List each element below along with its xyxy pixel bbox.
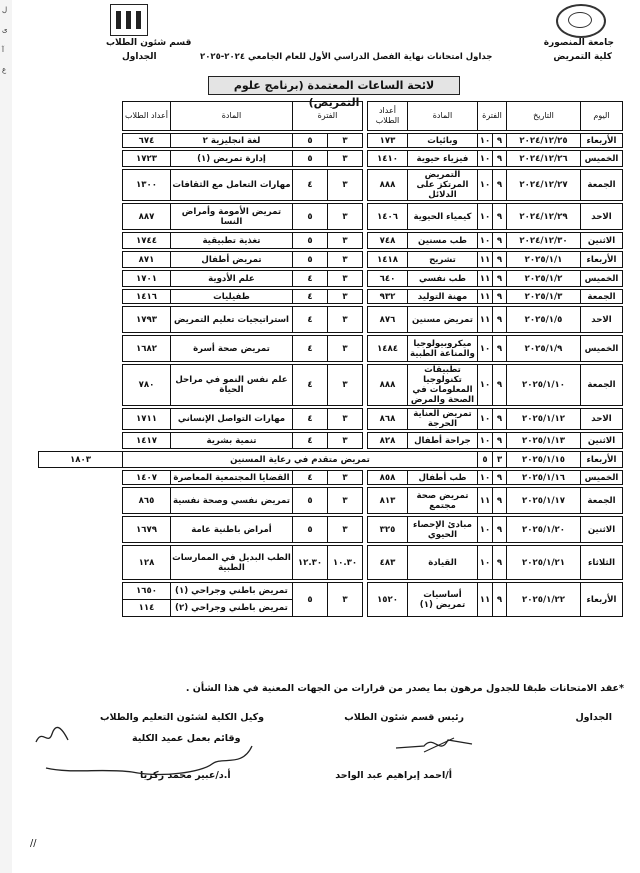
vice-dean-title: وكيل الكلية لشئون التعليم والطلاب — [100, 712, 265, 723]
subject-2-cell: القضايا المجتمعية المعاصرة — [170, 471, 292, 485]
period-2-end-cell: ١٢.٣٠ — [292, 546, 327, 580]
day-cell: الخميس — [581, 336, 623, 362]
students-count-cell: ٨٨٨ — [367, 170, 407, 201]
period-end-cell: ١٠ — [477, 409, 492, 430]
students-count-2-cell: ١٧٩٣ — [122, 307, 170, 333]
day-cell: الجمعة — [581, 290, 623, 304]
period-2-end-cell: ٤ — [292, 336, 327, 362]
period-end-cell: ١١ — [477, 583, 492, 617]
period-2-end-cell: ٤ — [292, 271, 327, 287]
period-2-end-cell: ٤ — [292, 307, 327, 333]
date-cell: ٢٠٢٥/١/١٣ — [507, 433, 581, 449]
table-row — [39, 271, 623, 287]
date-cell: ٢٠٢٥/١/٥ — [507, 307, 581, 333]
students-count-2-cell: ٧٨٠ — [122, 365, 170, 406]
table-row — [39, 307, 623, 333]
period-end-cell: ١٠ — [477, 170, 492, 201]
column-spacer — [362, 252, 367, 268]
subject-2-cell: علم الأدوية — [170, 271, 292, 287]
exam-schedule-page — [22, 0, 634, 873]
day-cell: الأربعاء — [581, 134, 623, 148]
day-cell: الأربعاء — [581, 452, 623, 468]
students-count-2-cell: ١٨٠٣ — [39, 452, 123, 468]
column-spacer — [362, 336, 367, 362]
table-row — [39, 151, 623, 167]
date-cell: ٢٠٢٤/١٢/٢٩ — [507, 204, 581, 230]
table-row — [39, 546, 623, 580]
period-end-cell: ١٠ — [477, 134, 492, 148]
period-start-cell: ٣ — [493, 452, 507, 468]
period-2-end-cell: ٥ — [292, 233, 327, 249]
subject-cell: طب مسنين — [407, 233, 477, 249]
table-row — [39, 471, 623, 485]
head-title: رئيس قسم شئون الطلاب — [344, 712, 464, 723]
col-header-period: الفترة — [477, 102, 506, 131]
subject-cell: طب أطفال — [407, 471, 477, 485]
day-cell: الخميس — [581, 151, 623, 167]
day-cell: الجمعة — [581, 488, 623, 514]
period-start-cell: ٩ — [493, 170, 507, 201]
column-spacer — [362, 546, 367, 580]
period-end-cell: ١٠ — [477, 151, 492, 167]
date-cell: ٢٠٢٥/١/٢ — [507, 271, 581, 287]
period-2-start-cell: ٣ — [327, 583, 362, 617]
subject-cell: طب نفسي — [407, 271, 477, 287]
students-count-cell: ١٧٣ — [367, 134, 407, 148]
students-count-cell: ١٤١٠ — [367, 151, 407, 167]
subject-2-cell: تمريض الأمومة وأمراض النسا — [170, 204, 292, 230]
students-count-2-cell: ١٧٠١ — [122, 271, 170, 287]
period-end-cell: ١٠ — [477, 204, 492, 230]
subject-2-cell: تمريض أطفال — [170, 252, 292, 268]
period-start-cell: ٩ — [493, 583, 507, 617]
column-spacer — [362, 134, 367, 148]
subject-cell: تمريض العناية الحرجة — [407, 409, 477, 430]
column-spacer — [362, 151, 367, 167]
date-cell: ٢٠٢٤/١٢/٢٧ — [507, 170, 581, 201]
period-start-cell: ٩ — [493, 134, 507, 148]
subject-cell: التمريض المرتكز على الدلائل — [407, 170, 477, 201]
period-start-cell: ٩ — [493, 233, 507, 249]
period-start-cell: ٩ — [493, 409, 507, 430]
table-body — [39, 131, 623, 617]
students-count-2-cell: ١٤١٦ — [122, 290, 170, 304]
table-row — [39, 233, 623, 249]
period-2-start-cell: ٣ — [327, 233, 362, 249]
date-cell: ٢٠٢٥/١/١٧ — [507, 488, 581, 514]
date-cell: ٢٠٢٥/١/١٥ — [507, 452, 581, 468]
period-2-start-cell: ٣ — [327, 134, 362, 148]
table-row — [39, 365, 623, 406]
subject-2-cell: مهارات التواصل الإنساني — [170, 409, 292, 430]
subject-2-cell: تمريض نفسي وصحة نفسية — [170, 488, 292, 514]
period-2-end-cell: ٥ — [292, 517, 327, 543]
edge-mark: ع — [2, 66, 7, 74]
students-count-2-cell: ١٦٧٩ — [122, 517, 170, 543]
column-spacer — [362, 433, 367, 449]
date-cell: ٢٠٢٥/١/٢١ — [507, 546, 581, 580]
dept-unit: الجداول — [122, 52, 157, 62]
period-start-cell: ٩ — [493, 290, 507, 304]
period-2-end-cell: ٥ — [292, 583, 327, 617]
col-header-date: التاريخ — [507, 102, 581, 131]
table-row — [39, 433, 623, 449]
student-affairs-logo — [110, 4, 148, 36]
date-cell: ٢٠٢٤/١٢/٢٦ — [507, 151, 581, 167]
table-row — [39, 409, 623, 430]
date-cell: ٢٠٢٥/١/٢٠ — [507, 517, 581, 543]
exam-schedule-table — [38, 101, 623, 617]
column-spacer — [362, 583, 367, 617]
column-spacer — [362, 307, 367, 333]
day-cell: الثلاثاء — [581, 546, 623, 580]
period-start-cell: ٩ — [493, 307, 507, 333]
tables-office-label: الجداول — [575, 712, 612, 723]
subject-cell: فيزياء حيوية — [407, 151, 477, 167]
period-end-cell: ١١ — [477, 307, 492, 333]
subject-2-cell: تنمية بشرية — [170, 433, 292, 449]
period-start-cell: ٩ — [493, 365, 507, 406]
dept-name: قسم شئون الطلاب — [106, 38, 192, 48]
table-header-row — [39, 102, 623, 131]
table-row — [39, 252, 623, 268]
column-spacer — [362, 204, 367, 230]
subject-cell: كيمياء الحيوية — [407, 204, 477, 230]
students-count-cell: ٩٣٢ — [367, 290, 407, 304]
period-2-end-cell: ٥ — [292, 134, 327, 148]
subject-cell: تمريض صحة مجتمع — [407, 488, 477, 514]
students-count-cell: ١٤١٨ — [367, 252, 407, 268]
period-2-start-cell: ٣ — [327, 252, 362, 268]
subject-2-cell: علم نفس النمو في مراحل الحياة — [170, 365, 292, 406]
students-count-2-cell: ١٤٠٧ — [122, 471, 170, 485]
table-row — [39, 290, 623, 304]
students-count-2-cell: ١٢٨ — [122, 546, 170, 580]
students-count-2-cell: ٦٧٤ — [122, 134, 170, 148]
day-cell: الاحد — [581, 204, 623, 230]
day-cell: الاثنين — [581, 233, 623, 249]
subject-cell: ميكروبيولوجيا والمناعة الطبية — [407, 336, 477, 362]
table-row — [39, 488, 623, 514]
column-spacer — [362, 517, 367, 543]
day-cell: الاثنين — [581, 517, 623, 543]
table-row — [39, 517, 623, 543]
students-count-cell: ٨٦٨ — [367, 409, 407, 430]
period-2-start-cell: ٣ — [327, 290, 362, 304]
period-2-start-cell: ٣ — [327, 204, 362, 230]
column-spacer — [362, 271, 367, 287]
period-end-cell: ١٠ — [477, 517, 492, 543]
day-cell: الأربعاء — [581, 252, 623, 268]
table-row — [39, 452, 623, 468]
students-count-cell: ٧٤٨ — [367, 233, 407, 249]
students-count-2-cell: ١٣٠٠ — [122, 170, 170, 201]
column-spacer — [362, 102, 367, 131]
period-2-start-cell: ٣ — [327, 151, 362, 167]
edge-mark: ل — [2, 6, 8, 14]
period-2-end-cell: ٤ — [292, 290, 327, 304]
period-2-end-cell: ٤ — [292, 365, 327, 406]
students-count-2-cell: ١٦٥٠ — [122, 583, 170, 600]
students-count-2-cell: ٨٦٥ — [122, 488, 170, 514]
edge-mark: ى — [2, 26, 8, 34]
subject-cell: وبائيات — [407, 134, 477, 148]
exam-schedule-heading: جداول امتحانات نهاية الفصل الدراسي الأول للعام الجامعي ٢٠٢٤-٢٠٢٥ — [200, 52, 493, 62]
acting-dean-title: وقائم بعمل عميد الكلية — [132, 733, 241, 744]
date-cell: ٢٠٢٥/١/١٠ — [507, 365, 581, 406]
subject-2-cell: استراتيجيات تعليم التمريض — [170, 307, 292, 333]
period-2-start-cell: ٣ — [327, 517, 362, 543]
university-seal-logo — [556, 4, 606, 38]
day-cell: الأربعاء — [581, 583, 623, 617]
students-count-2-cell: ١٧١١ — [122, 409, 170, 430]
period-end-cell: ١١ — [477, 488, 492, 514]
period-2-end-cell: ٥ — [292, 151, 327, 167]
subject-2-cell: إدارة تمريض (١) — [170, 151, 292, 167]
day-cell: الخميس — [581, 271, 623, 287]
students-count-cell: ٣٢٥ — [367, 517, 407, 543]
period-start-cell: ٩ — [493, 151, 507, 167]
students-count-cell: ٨٧٦ — [367, 307, 407, 333]
subject-cell: القيادة — [407, 546, 477, 580]
period-end-cell: ١٠ — [477, 336, 492, 362]
period-end-cell: ١١ — [477, 290, 492, 304]
head-name: أ/احمد إبراهيم عبد الواحد — [335, 770, 452, 781]
day-cell: الاثنين — [581, 433, 623, 449]
col-header-students-2: أعداد الطلاب — [122, 102, 170, 131]
head-signature — [394, 726, 474, 762]
program-title: لائحة الساعات المعتمدة (برنامج علوم التمريض) — [208, 76, 460, 95]
disclaimer-note: *عقد الامتحانات طبقا للجدول مرهون بما يصدر من قرارات من الجهات المعنية في هذا الشأن . — [185, 683, 624, 694]
students-count-cell: ٨٥٨ — [367, 471, 407, 485]
period-2-start-cell: ٣ — [327, 307, 362, 333]
date-cell: ٢٠٢٥/١/٢٢ — [507, 583, 581, 617]
period-end-cell: ١١ — [477, 252, 492, 268]
period-end-cell: ١٠ — [477, 365, 492, 406]
date-cell: ٢٠٢٥/١/١٢ — [507, 409, 581, 430]
vice-dean-signature — [42, 738, 262, 782]
period-2-start-cell: ٣ — [327, 336, 362, 362]
column-spacer — [362, 290, 367, 304]
period-2-start-cell: ٣ — [327, 471, 362, 485]
column-spacer — [362, 409, 367, 430]
students-count-2-cell: ١٦٨٢ — [122, 336, 170, 362]
faculty-name: كلية التمريض — [553, 52, 612, 62]
students-count-2-cell: ٨٧١ — [122, 252, 170, 268]
period-2-start-cell: ٣ — [327, 488, 362, 514]
subject-cell: أساسيات تمريض (١) — [407, 583, 477, 617]
period-end-cell: ١١ — [477, 271, 492, 287]
subject-cell: تشريح — [407, 252, 477, 268]
date-cell: ٢٠٢٤/١٢/٢٥ — [507, 134, 581, 148]
vice-dean-name: أ.د/عبير محمد زكريا — [140, 770, 231, 781]
period-start-cell: ٩ — [493, 252, 507, 268]
subject-cell: مهنة التوليد — [407, 290, 477, 304]
column-spacer — [362, 365, 367, 406]
students-count-cell: ٨١٣ — [367, 488, 407, 514]
period-start-cell: ٩ — [493, 433, 507, 449]
students-count-cell: ٦٤٠ — [367, 271, 407, 287]
subject-2-cell: طفيليات — [170, 290, 292, 304]
students-count-2-cell: ١٤١٧ — [122, 433, 170, 449]
subject-cell: تطبيقات تكنولوجيا المعلومات في الصحة والمرض — [407, 365, 477, 406]
subject-cell: مبادئ الإحصاء الحيوي — [407, 517, 477, 543]
period-start-cell: ٩ — [493, 271, 507, 287]
subject-2-cell: أمراض باطنية عامة — [170, 517, 292, 543]
scan-edge — [0, 0, 12, 873]
subject-cell: تمريض مسنين — [407, 307, 477, 333]
period-2-end-cell: ٤ — [292, 471, 327, 485]
students-count-cell: ١٤٨٤ — [367, 336, 407, 362]
day-cell: الاحد — [581, 307, 623, 333]
period-start-cell: ٩ — [493, 546, 507, 580]
period-end-cell: ١٠ — [477, 546, 492, 580]
students-count-2-cell: ١٧٤٤ — [122, 233, 170, 249]
table-row — [39, 170, 623, 201]
period-end-cell: ٥ — [477, 452, 492, 468]
column-spacer — [362, 471, 367, 485]
students-count-cell: ٤٨٣ — [367, 546, 407, 580]
period-2-end-cell: ٤ — [292, 170, 327, 201]
col-header-subject: المادة — [407, 102, 477, 131]
period-2-end-cell: ٤ — [292, 433, 327, 449]
period-2-end-cell: ٥ — [292, 204, 327, 230]
subject-2-cell: تمريض باطني وجراحي (١) — [170, 583, 292, 600]
students-count-2-cell: ٨٨٧ — [122, 204, 170, 230]
students-count-2-cell: ١١٤ — [122, 600, 170, 617]
footer-mark: // — [30, 838, 37, 849]
date-cell: ٢٠٢٥/١/١٦ — [507, 471, 581, 485]
date-cell: ٢٠٢٤/١٢/٣٠ — [507, 233, 581, 249]
period-start-cell: ٩ — [493, 488, 507, 514]
period-2-start-cell: ٣ — [327, 170, 362, 201]
col-header-day: اليوم — [581, 102, 623, 131]
col-header-period-2: الفترة — [292, 102, 362, 131]
subject-2-cell: مهارات التعامل مع الثقافات — [170, 170, 292, 201]
col-header-students: أعداد الطلاب — [367, 102, 407, 131]
date-cell: ٢٠٢٥/١/٩ — [507, 336, 581, 362]
subject-2-cell: تغذية تطبيقية — [170, 233, 292, 249]
column-spacer — [362, 233, 367, 249]
students-count-cell: ٨٢٨ — [367, 433, 407, 449]
period-start-cell: ٩ — [493, 471, 507, 485]
col-header-subject-2: المادة — [170, 102, 292, 131]
students-count-cell: ١٥٢٠ — [367, 583, 407, 617]
students-count-2-cell: ١٧٢٣ — [122, 151, 170, 167]
period-2-start-cell: ٣ — [327, 271, 362, 287]
column-spacer — [362, 488, 367, 514]
period-2-end-cell: ٥ — [292, 488, 327, 514]
table-row — [39, 134, 623, 148]
period-2-start-cell: ٣ — [327, 365, 362, 406]
table-row — [39, 204, 623, 230]
day-cell: الاحد — [581, 409, 623, 430]
university-name: جامعة المنصورة — [543, 38, 614, 48]
date-cell: ٢٠٢٥/١/١ — [507, 252, 581, 268]
students-count-cell: ٨٨٨ — [367, 365, 407, 406]
subject-2-cell: لغة انجليزية ٢ — [170, 134, 292, 148]
period-end-cell: ١٠ — [477, 433, 492, 449]
day-cell: الجمعة — [581, 365, 623, 406]
period-2-start-cell: ٣ — [327, 433, 362, 449]
period-start-cell: ٩ — [493, 204, 507, 230]
period-2-start-cell: ١٠.٣٠ — [327, 546, 362, 580]
subject-2-cell: الطب البديل في الممارسات الطبية — [170, 546, 292, 580]
period-end-cell: ١٠ — [477, 233, 492, 249]
merged-subject-cell: تمريض متقدم في رعاية المسنين — [122, 452, 477, 468]
period-2-end-cell: ٤ — [292, 409, 327, 430]
students-count-cell: ١٤٠٦ — [367, 204, 407, 230]
period-start-cell: ٩ — [493, 336, 507, 362]
table-row — [39, 583, 623, 600]
period-2-start-cell: ٣ — [327, 409, 362, 430]
date-cell: ٢٠٢٥/١/٣ — [507, 290, 581, 304]
period-start-cell: ٩ — [493, 517, 507, 543]
subject-cell: جراحة أطفال — [407, 433, 477, 449]
edge-mark: آ — [2, 46, 4, 54]
period-end-cell: ١٠ — [477, 471, 492, 485]
day-cell: الجمعة — [581, 170, 623, 201]
column-spacer — [362, 170, 367, 201]
subject-2-cell: تمريض صحة أسرة — [170, 336, 292, 362]
subject-2-cell: تمريض باطني وجراحي (٢) — [170, 600, 292, 617]
day-cell: الخميس — [581, 471, 623, 485]
table-row — [39, 336, 623, 362]
period-2-end-cell: ٥ — [292, 252, 327, 268]
